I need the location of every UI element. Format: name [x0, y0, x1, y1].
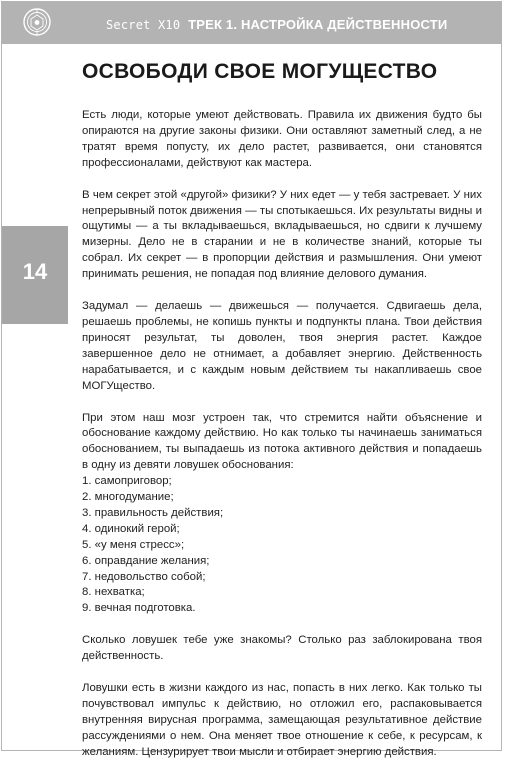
paragraph: В чем секрет этой «другой» физики? У них едет — у тебя застревает. У них непрерывный поток движения — ты спотыкаешься. Их результаты видны и ощутимы — а ты вкладываешься, вкладываешься, но сдвиги к лучшему мизерны. Дело не в старании и не в количестве знаний, которые ты собрал. Их секрет — в пропорции действия и размышления. Они умеют принимать решения, не попадая под влияние делового думания. [82, 188, 482, 281]
list-item: 2. многодумание; [82, 491, 174, 504]
list-item: 4. одинокий герой; [82, 522, 180, 535]
paragraph: Есть люди, которые умеют действовать. Правила их движения будто бы опираются на другие законы физики. Они оставляют заметный след, а не тратят время попусту, их дело растет, развивается, они становятся профессионалами, действуют как мастера. [82, 109, 482, 169]
header-brand: Secret X10 [106, 18, 181, 32]
list-item: 9. вечная подготовка. [82, 602, 196, 615]
list-item: 3. правильность действия; [82, 506, 224, 519]
list-item: 5. «у меня стресс»; [82, 538, 185, 551]
running-header [2, 2, 502, 44]
emblem-logo-icon [22, 7, 52, 37]
paragraph: При этом наш мозг устроен так, что стремится найти объяснение и обоснование каждому действию. Но как только ты начинаешь заниматься обоснованием, ты выпадаешь из потока активного действия и попадаешь в одну из девяти ловушек обоснования: [82, 411, 482, 472]
page-content [82, 60, 482, 777]
paragraph: Задумал — делаешь — движешься — получается. Сдвигаешь дела, решаешь проблемы, не копишь пункты и подпункты плана. Твои действия приносят результат, ты доволен, твоя энергия растет. Каждое завершенное дело не отнимает, а добавляет энергию. Действенность нарабатывается, и с каждым новым действием ты накапливаешь свое МОГУщество. [82, 300, 482, 392]
paragraph: Сколько ловушек тебе уже знакомы? Столько раз заблокирована твоя действенность. [82, 634, 482, 663]
page-title: ОСВОБОДИ СВОЕ МОГУЩЕСТВО [82, 60, 438, 83]
header-track-title: ТРЕК 1. НАСТРОЙКА ДЕЙСТВЕННОСТИ [188, 17, 448, 32]
paragraph: Ловушки есть в жизни каждого из нас, попасть в них легко. Как только ты почувствовал импульс к действию, но отложил его, распаковывается внутренняя вирусная программа, замещающая результативное действие рассуждениями о нем. Она меняет твое отношение к себе, к ресурсам, к желаниям. Цензурирует твои мысли и отбирает энергию действия. [82, 682, 482, 758]
page-number: 14 [22, 259, 48, 284]
list-item: 1. самоприговор; [82, 475, 172, 488]
list-item: 6. оправдание желания; [82, 554, 210, 567]
list-item: 8. нехватка; [82, 586, 145, 599]
page-number-tab [2, 226, 68, 324]
traps-list [82, 474, 482, 617]
list-item: 7. недовольство собой; [82, 570, 206, 583]
header-text [106, 17, 447, 32]
